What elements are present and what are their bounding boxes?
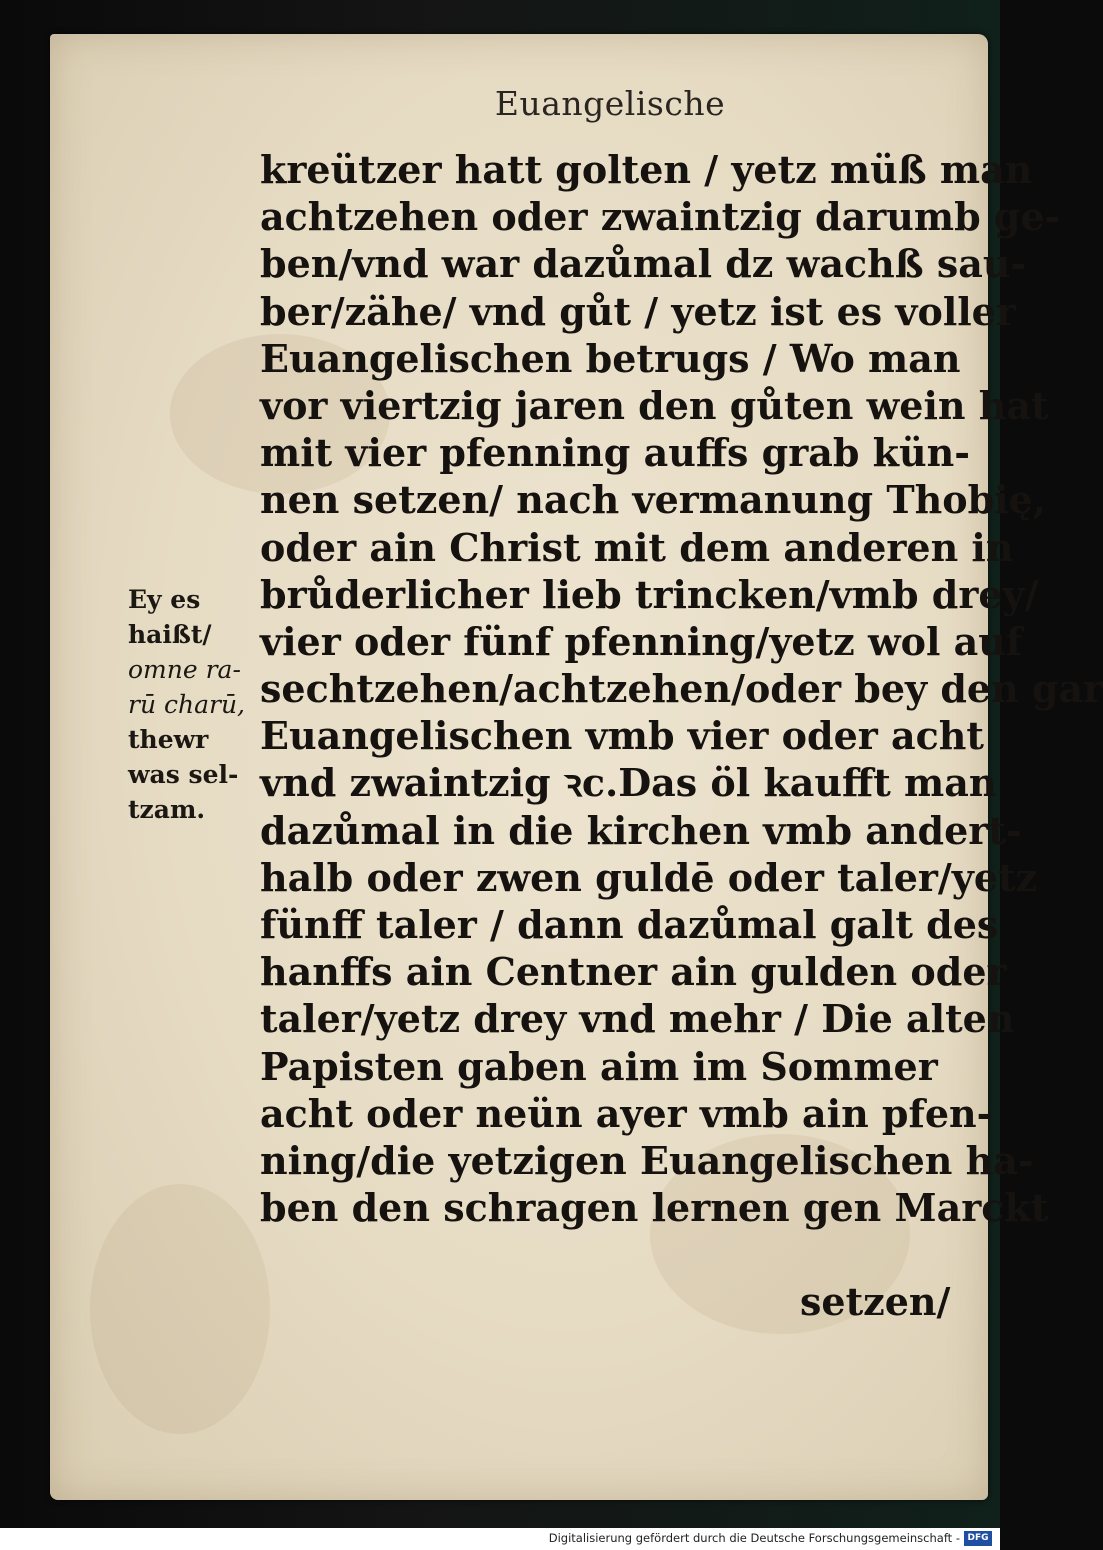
text-line: achtzehen oder zwaintzig darumb ge- xyxy=(260,194,1061,240)
text-line: brůderlicher lieb trincken/vmb drey/ xyxy=(260,571,1039,617)
text-line: Euangelischen betrugs / Wo man xyxy=(260,335,961,381)
text-line: sechtzehen/achtzehen/oder bey den gar xyxy=(260,666,1103,712)
running-head: Euangelische xyxy=(494,84,726,123)
marginal-note-line: haißt/ xyxy=(128,620,212,649)
paper-stain xyxy=(90,1184,270,1434)
footer-bar xyxy=(0,1528,1000,1550)
text-line: ben den schragen lernen gen Marckt xyxy=(260,1185,1049,1231)
text-line: ben/vnd war dazůmal dz wachß sau- xyxy=(260,241,1027,287)
text-line: halb oder zwen guldē oder taler/yetz xyxy=(260,854,1038,900)
text-line: vor viertzig jaren den gůten wein hat xyxy=(260,382,1049,428)
text-line: kreützer hatt golten / yetz müß man xyxy=(260,147,1033,192)
catchword: setzen/ xyxy=(800,1279,951,1324)
marginal-note-line: Ey es xyxy=(128,585,201,614)
text-line: hanffs ain Centner ain gulden oder xyxy=(260,949,1007,995)
book-page xyxy=(50,34,1103,1500)
text-line: vnd zwaintzig ꝛc.Das öl kaufft man xyxy=(260,760,997,806)
text-line: acht oder neün ayer vmb ain pfen- xyxy=(260,1090,993,1136)
text-line: fünff taler / dann dazůmal galt des xyxy=(260,902,999,947)
text-line: dazůmal in die kirchen vmb andert- xyxy=(260,807,1022,853)
marginal-note-line: rū charū, xyxy=(128,690,246,719)
marginal-note-line: tzam. xyxy=(128,795,206,824)
body-text xyxy=(260,146,1103,1231)
marginal-note-line: thewr xyxy=(128,725,209,754)
text-line: mit vier pfenning auffs grab kün- xyxy=(260,430,971,476)
text-line: vier oder fünf pfenning/yetz wol auf xyxy=(260,618,1023,664)
text-line: oder ain Christ mit dem anderen in xyxy=(260,524,1014,570)
dfg-logo-icon[interactable]: DFG xyxy=(964,1531,992,1546)
text-line: ber/zähe/ vnd gůt / yetz ist es voller xyxy=(260,288,1016,334)
text-line: ning/die yetzigen Euangelischen ha- xyxy=(260,1137,1034,1183)
marginal-note-line: was sel- xyxy=(128,760,239,789)
text-line: Papisten gaben aim im Sommer xyxy=(260,1043,938,1089)
text-line: nen setzen/ nach vermanung Thobię, xyxy=(260,477,1046,523)
text-line: taler/yetz drey vnd mehr / Die alten xyxy=(260,996,1015,1042)
funding-credit: Digitalisierung gefördert durch die Deutsche Forschungsgemeinschaft - xyxy=(548,1531,960,1545)
text-line: Euangelischen vmb vier oder acht xyxy=(260,713,984,759)
marginal-note xyxy=(128,582,258,827)
marginal-note-line: omne ra- xyxy=(128,655,241,684)
